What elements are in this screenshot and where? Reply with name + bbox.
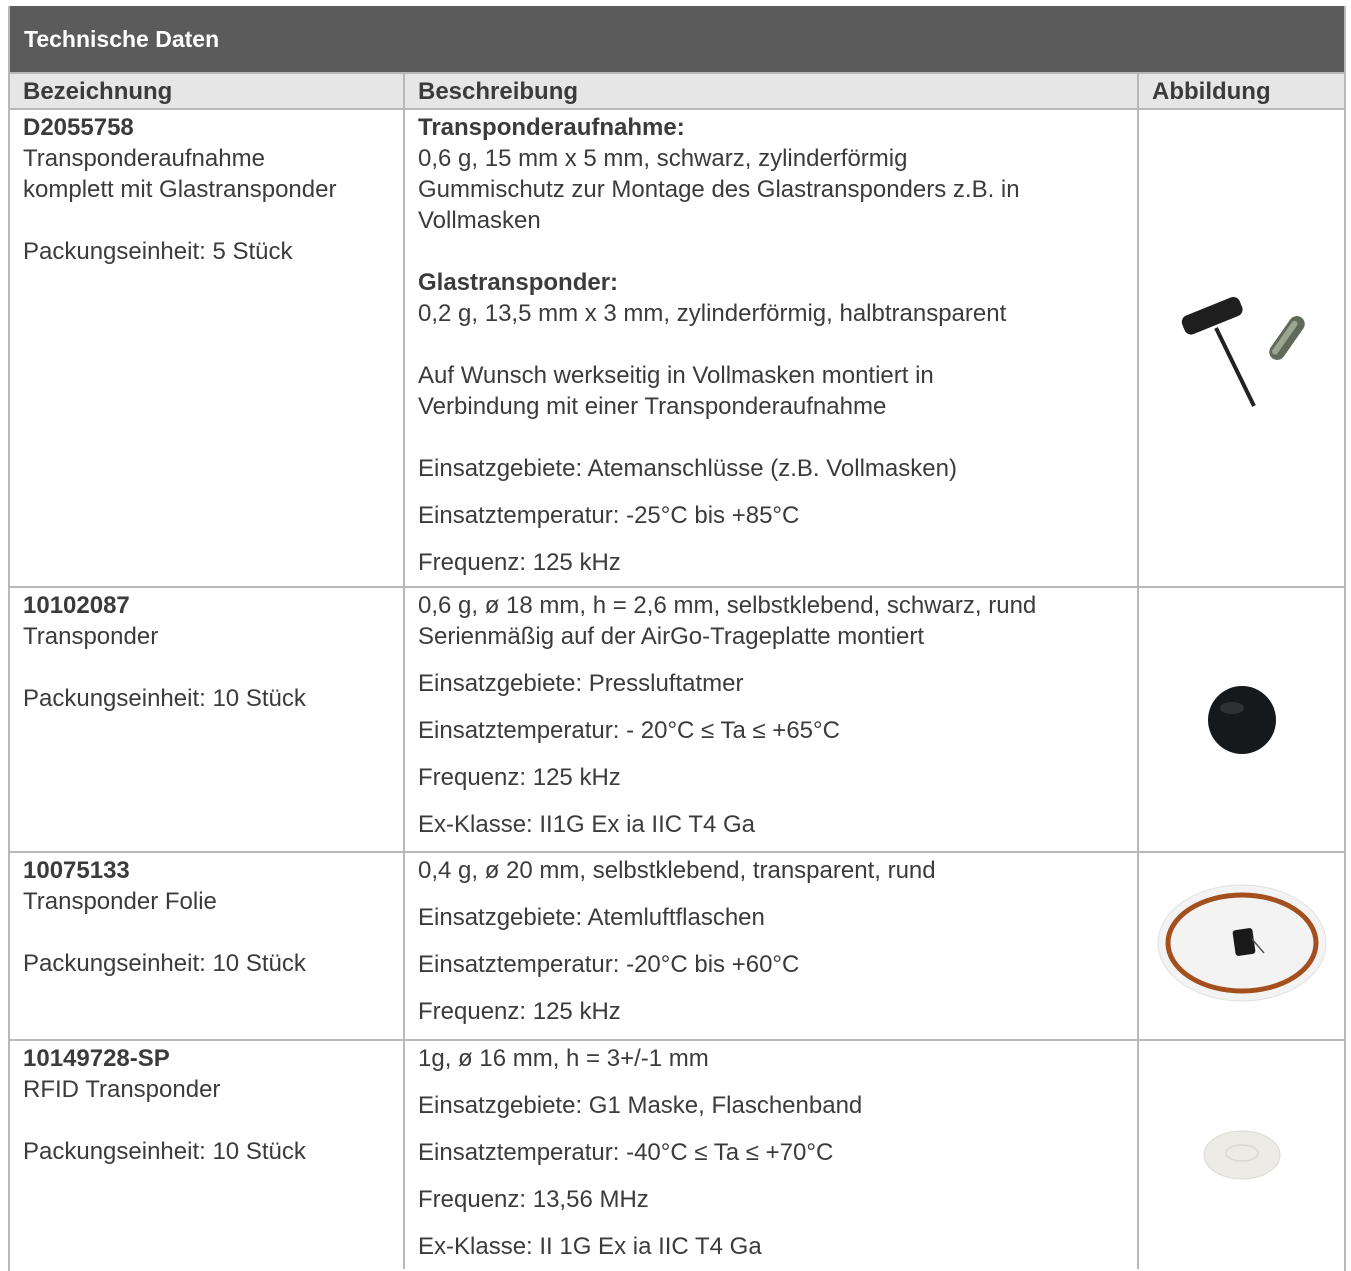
description-item: Ex-Klasse: II1G Ex ia IIC T4 Ga	[418, 811, 756, 838]
product-name-line: komplett mit Glastransponder	[23, 176, 337, 203]
description-item: Ex-Klasse: II 1G Ex ia IIC T4 Ga	[418, 1233, 762, 1260]
description-cell	[405, 1041, 1139, 1269]
description-item: Einsatztemperatur: - 20°C ≤ Ta ≤ +65°C	[418, 717, 840, 744]
product-name-line: RFID Transponder	[23, 1076, 221, 1103]
column-header-row	[10, 74, 1344, 110]
table-title-bar	[10, 6, 1344, 74]
transponder-foil-image	[1152, 881, 1332, 1011]
description-item: Frequenz: 13,56 MHz	[418, 1186, 649, 1213]
column-header-name: Bezeichnung	[10, 74, 405, 108]
image-cell	[1139, 853, 1344, 1039]
article-number: 10102087	[23, 592, 130, 619]
description-cell	[405, 588, 1139, 851]
transponder-holder-with-glass-transponder-image	[1162, 278, 1322, 418]
column-header-image: Abbildung	[1152, 78, 1271, 105]
packing-unit: Packungseinheit: 10 Stück	[23, 685, 306, 712]
packing-unit: Packungseinheit: 10 Stück	[23, 950, 306, 977]
column-header-description: Beschreibung	[405, 74, 1139, 108]
table-row	[10, 853, 1344, 1041]
product-name-line: Transponder Folie	[23, 888, 217, 915]
table-row	[10, 110, 1344, 588]
description-item: Einsatztemperatur: -40°C ≤ Ta ≤ +70°C	[418, 1139, 834, 1166]
description-item: Einsatztemperatur: -20°C bis +60°C	[418, 951, 800, 978]
description-cell	[405, 110, 1139, 586]
black-round-transponder-image	[1202, 680, 1282, 760]
description-item: Einsatzgebiete: Atemluftflaschen	[418, 904, 765, 931]
table-title: Technische Daten	[24, 25, 220, 52]
description-line: Verbindung mit einer Transponderaufnahme	[418, 393, 887, 420]
description-heading: Glastransponder:	[418, 269, 619, 296]
name-cell	[10, 1041, 405, 1269]
description-cell	[405, 853, 1139, 1039]
product-name-line: Transponderaufnahme	[23, 145, 265, 172]
description-line: Vollmasken	[418, 207, 541, 234]
description-line: Auf Wunsch werkseitig in Vollmasken montiert in	[418, 362, 934, 389]
white-rfid-transponder-image	[1197, 1125, 1287, 1185]
name-cell	[10, 110, 405, 586]
image-cell	[1139, 110, 1344, 586]
name-cell	[10, 588, 405, 851]
packing-unit: Packungseinheit: 10 Stück	[23, 1138, 306, 1165]
product-name-line: Transponder	[23, 623, 159, 650]
image-cell	[1139, 1041, 1344, 1269]
description-item: Frequenz: 125 kHz	[418, 764, 621, 791]
description-line: 0,6 g, ø 18 mm, h = 2,6 mm, selbstklebend, schwarz, rund	[418, 592, 1037, 619]
description-line: 0,4 g, ø 20 mm, selbstklebend, transparent, rund	[418, 857, 936, 884]
description-item: Einsatzgebiete: Atemanschlüsse (z.B. Vollmasken)	[418, 455, 957, 482]
description-item: Einsatztemperatur: -25°C bis +85°C	[418, 502, 800, 529]
description-line: 0,6 g, 15 mm x 5 mm, schwarz, zylinderförmig	[418, 145, 908, 172]
description-item: Frequenz: 125 kHz	[418, 549, 621, 576]
description-line: Serienmäßig auf der AirGo-Trageplatte montiert	[418, 623, 925, 650]
description-item: Einsatzgebiete: Pressluftatmer	[418, 670, 744, 697]
description-line: Gummischutz zur Montage des Glastransponders z.B. in	[418, 176, 1020, 203]
description-line: 0,2 g, 13,5 mm x 3 mm, zylinderförmig, halbtransparent	[418, 300, 1007, 327]
article-number: D2055758	[23, 114, 134, 141]
image-cell	[1139, 588, 1344, 851]
packing-unit: Packungseinheit: 5 Stück	[23, 238, 293, 265]
technical-data-table	[8, 6, 1346, 1271]
table-row	[10, 1041, 1344, 1269]
description-item: Einsatzgebiete: G1 Maske, Flaschenband	[418, 1092, 863, 1119]
description-heading: Transponderaufnahme:	[418, 114, 685, 141]
article-number: 10075133	[23, 857, 130, 884]
table-row	[10, 588, 1344, 853]
description-item: Frequenz: 125 kHz	[418, 998, 621, 1025]
name-cell	[10, 853, 405, 1039]
article-number: 10149728-SP	[23, 1045, 170, 1072]
description-line: 1g, ø 16 mm, h = 3+/-1 mm	[418, 1045, 709, 1072]
